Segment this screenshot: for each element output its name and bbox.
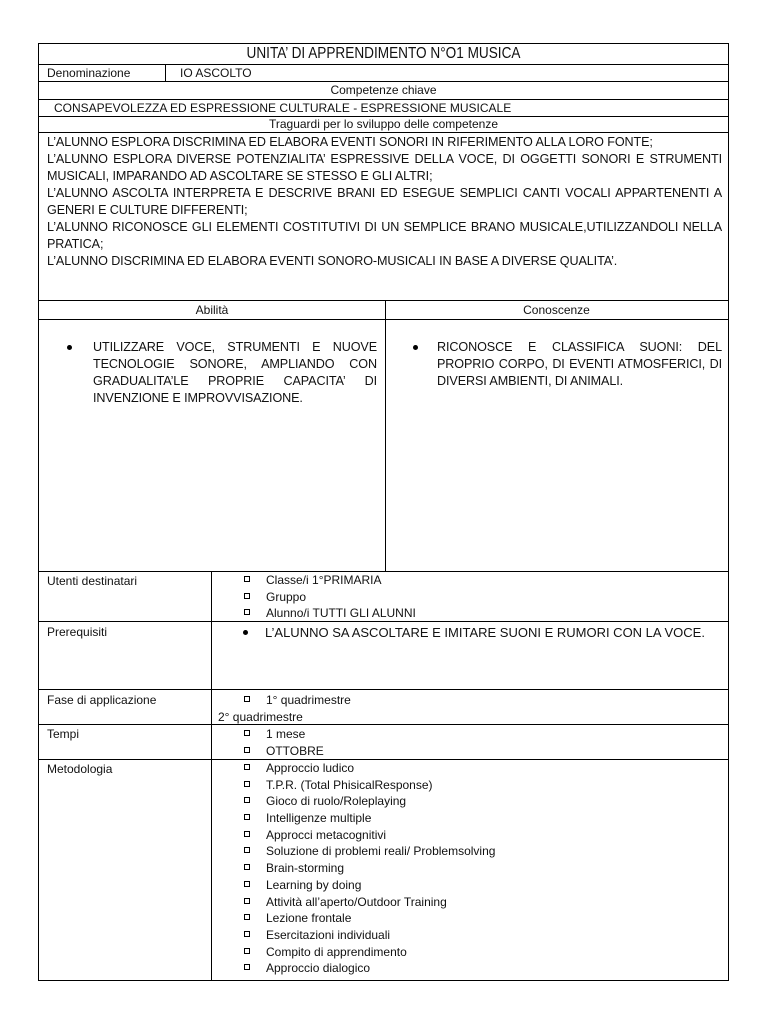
traguardo-5: L’ALUNNO DISCRIMINA ED ELABORA EVENTI SONORO-MUSICALI IN BASE A DIVERSE QUALITA’. bbox=[47, 254, 618, 268]
competenze-heading: Competenze chiave bbox=[330, 83, 437, 97]
list-item: Classe/i 1°PRIMARIA bbox=[244, 573, 416, 590]
list-item: Brain-storming bbox=[244, 861, 495, 878]
denominazione-value: IO ASCOLTO bbox=[180, 66, 252, 80]
denominazione-label: Denominazione bbox=[47, 66, 131, 80]
traguardi-heading-row bbox=[39, 117, 728, 133]
checkbox-icon bbox=[244, 593, 250, 599]
checkbox-icon bbox=[244, 931, 250, 937]
list-item: Attività all’aperto/Outdoor Training bbox=[244, 895, 495, 912]
checkbox-icon bbox=[244, 948, 250, 954]
checkbox-icon bbox=[244, 609, 250, 615]
list-item: T.P.R. (Total PhisicalResponse) bbox=[244, 778, 495, 795]
abilita-list bbox=[67, 339, 377, 407]
list-item: Soluzione di problemi reali/ Problemsolving bbox=[244, 844, 495, 861]
list-item: Alunno/i TUTTI GLI ALUNNI bbox=[244, 606, 416, 623]
title-row bbox=[39, 44, 728, 65]
traguardi-text bbox=[47, 134, 722, 270]
bullet-icon bbox=[413, 345, 418, 350]
list-item: Approccio ludico bbox=[244, 761, 495, 778]
list-item: Gioco di ruolo/Roleplaying bbox=[244, 794, 495, 811]
list-item: Esercitazioni individuali bbox=[244, 928, 495, 945]
checkbox-icon bbox=[244, 814, 250, 820]
abilita-conoscenze-row bbox=[39, 320, 728, 572]
traguardo-1: L’ALUNNO ESPLORA DISCRIMINA ED ELABORA EVENTI SONORI IN RIFERIMENTO ALLA LORO FONTE; bbox=[47, 135, 653, 149]
list-item: 1° quadrimestre bbox=[244, 693, 351, 710]
checkbox-icon bbox=[244, 898, 250, 904]
prerequisiti-label: Prerequisiti bbox=[47, 625, 108, 639]
abilita-conoscenze-heading-row bbox=[39, 301, 728, 320]
document-form bbox=[38, 43, 729, 981]
prerequisiti-list bbox=[243, 624, 705, 641]
abilita-heading: Abilità bbox=[195, 303, 229, 317]
list-item: OTTOBRE bbox=[244, 744, 324, 761]
checkbox-icon bbox=[244, 914, 250, 920]
tempi-row bbox=[39, 725, 728, 760]
utenti-row bbox=[39, 572, 728, 622]
tempi-list bbox=[244, 727, 324, 760]
list-item: Intelligenze multiple bbox=[244, 811, 495, 828]
conoscenze-heading: Conoscenze bbox=[523, 303, 590, 317]
list-item: Compito di apprendimento bbox=[244, 945, 495, 962]
bullet-icon bbox=[243, 630, 248, 635]
competenze-value-row bbox=[39, 100, 728, 117]
fase-row bbox=[39, 690, 728, 725]
fase-label: Fase di applicazione bbox=[47, 693, 157, 707]
checkbox-icon bbox=[244, 881, 250, 887]
checkbox-icon bbox=[244, 864, 250, 870]
traguardo-3: L’ALUNNO ASCOLTA INTERPRETA E DESCRIVE BRANI ED ESEGUE SEMPLICI CANTI VOCALI APPARTENENTI A GENERI E CULTURE DIFFERENTI; bbox=[47, 186, 722, 217]
checkbox-icon bbox=[244, 781, 250, 787]
list-item: 1 mese bbox=[244, 727, 324, 744]
prerequisiti-row bbox=[39, 622, 728, 690]
competenze-value: CONSAPEVOLEZZA ED ESPRESSIONE CULTURALE - ESPRESSIONE MUSICALE bbox=[54, 101, 512, 115]
traguardo-4: L’ALUNNO RICONOSCE GLI ELEMENTI COSTITUTIVI DI UN SEMPLICE BRANO MUSICALE,UTILIZZANDOLI NELLA PRATICA; bbox=[47, 220, 722, 251]
checkbox-icon bbox=[244, 764, 250, 770]
conoscenze-list bbox=[413, 339, 722, 390]
utenti-label: Utenti destinatari bbox=[47, 574, 138, 588]
traguardi-row bbox=[39, 133, 728, 301]
list-item: Learning by doing bbox=[244, 878, 495, 895]
fase-extra: 2° quadrimestre bbox=[218, 710, 303, 724]
checkbox-icon bbox=[244, 730, 250, 736]
checkbox-icon bbox=[244, 576, 250, 582]
fase-list bbox=[244, 693, 351, 710]
metodologia-label: Metodologia bbox=[47, 762, 113, 776]
checkbox-icon bbox=[244, 964, 250, 970]
page-title: UNITA’ DI APPRENDIMENTO N°O1 MUSICA bbox=[246, 45, 521, 62]
list-item: Lezione frontale bbox=[244, 911, 495, 928]
list-item: Approcci metacognitivi bbox=[244, 828, 495, 845]
abilita-item: UTILIZZARE VOCE, STRUMENTI E NUOVE TECNOLOGIE SONORE, AMPLIANDO CON GRADUALITA’LE PROPRIE CAPACITA’ DI INVENZIONE E IMPROVVISAZIONE. bbox=[67, 339, 377, 407]
checkbox-icon bbox=[244, 797, 250, 803]
metodologia-list bbox=[244, 761, 495, 978]
checkbox-icon bbox=[244, 696, 250, 702]
list-item: L’ALUNNO SA ASCOLTARE E IMITARE SUONI E RUMORI CON LA VOCE. bbox=[243, 624, 705, 641]
list-item: Gruppo bbox=[244, 590, 416, 607]
checkbox-icon bbox=[244, 747, 250, 753]
denominazione-row bbox=[39, 65, 728, 82]
competenze-heading-row bbox=[39, 82, 728, 100]
metodologia-row bbox=[39, 760, 728, 980]
bullet-icon bbox=[67, 345, 72, 350]
list-item: Approccio dialogico bbox=[244, 961, 495, 978]
traguardi-heading: Traguardi per lo sviluppo delle competenze bbox=[268, 117, 499, 131]
tempi-label: Tempi bbox=[47, 727, 80, 741]
checkbox-icon bbox=[244, 847, 250, 853]
traguardo-2: L’ALUNNO ESPLORA DIVERSE POTENZIALITA’ ESPRESSIVE DELLA VOCE, DI OGGETTI SONORI E STRUMENTI MUSICALI, IMPARANDO AD ASCOLTARE SE STESSO E GLI ALTRI; bbox=[47, 152, 722, 183]
conoscenze-item: RICONOSCE E CLASSIFICA SUONI: DEL PROPRIO CORPO, DI EVENTI ATMOSFERICI, DI DIVERSI AMBIENTI, DI ANIMALI. bbox=[413, 339, 722, 390]
utenti-list bbox=[244, 573, 416, 623]
checkbox-icon bbox=[244, 831, 250, 837]
